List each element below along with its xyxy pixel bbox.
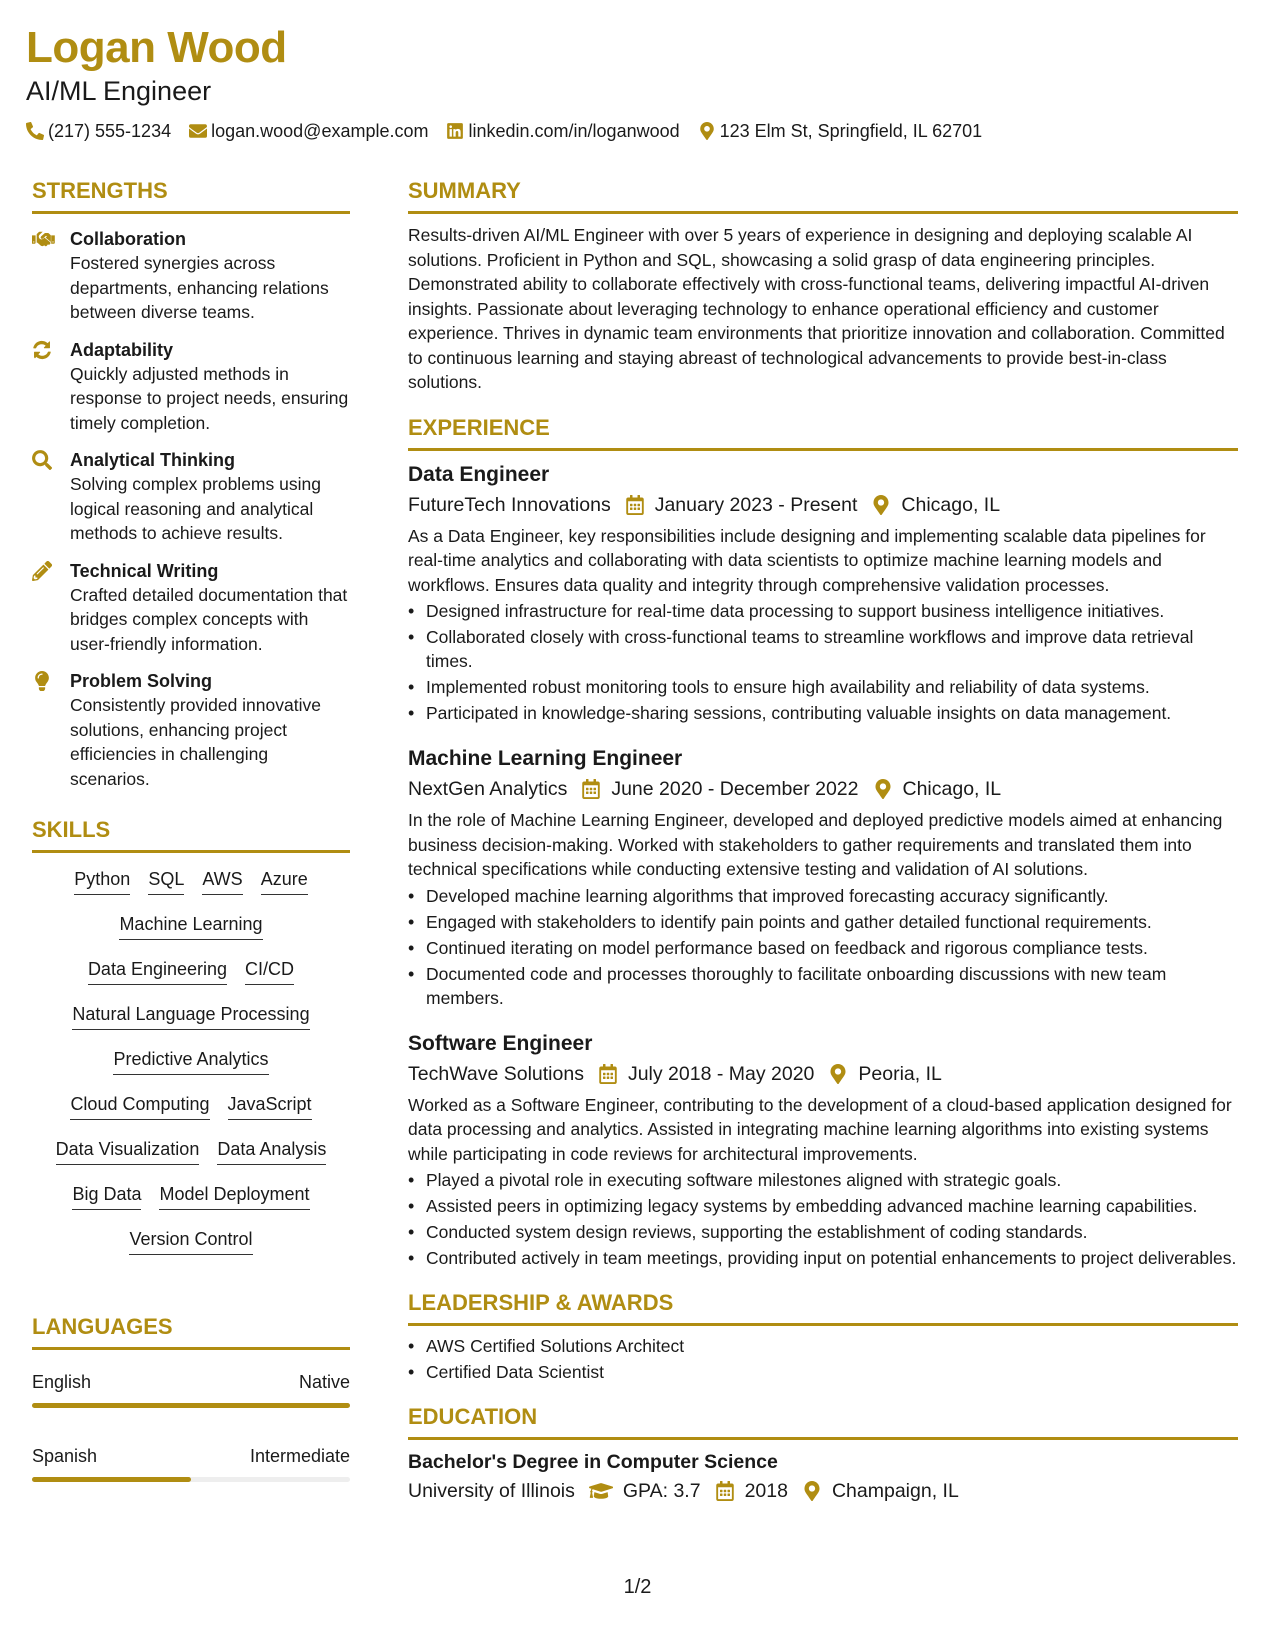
proficiency-fill: [32, 1477, 191, 1482]
skill-tag: Azure: [261, 867, 308, 895]
map-pin-icon: [828, 1064, 848, 1084]
job-location: Chicago, IL: [902, 778, 1002, 800]
skill-tag: Machine Learning: [119, 912, 262, 940]
award-item: • AWS Certified Solutions Architect: [408, 1334, 1238, 1358]
map-pin-icon: [802, 1481, 822, 1501]
candidate-title: AI/ML Engineer: [26, 76, 212, 106]
job-bullet: • Implemented robust monitoring tools to ensure high availability and reliability of data systems.: [408, 675, 1238, 699]
degree-title: Bachelor's Degree in Computer Science: [408, 1451, 778, 1473]
job-dates: June 2020 - December 2022: [611, 778, 859, 800]
calendar-icon: [598, 1064, 618, 1084]
skill-tag: Predictive Analytics: [113, 1047, 268, 1075]
grad-year: 2018: [744, 1480, 788, 1502]
education-section: [408, 1404, 1238, 1504]
strength-desc: Fostered synergies across departments, enhancing relations between diverse teams.: [70, 253, 329, 322]
job-title: Software Engineer: [408, 1031, 593, 1055]
map-pin-icon: [871, 495, 891, 515]
skills-section: [32, 817, 350, 1272]
phone-text: (217) 555-1234: [48, 121, 172, 141]
map-pin-icon: [698, 122, 716, 140]
map-pin-icon: [873, 779, 893, 799]
job-bullet: • Engaged with stakeholders to identify pain points and gather detailed functional requirements.: [408, 910, 1238, 934]
skill-tag: CI/CD: [245, 957, 294, 985]
language-item: [32, 1370, 350, 1408]
calendar-icon: [581, 779, 601, 799]
skill-tag: Python: [74, 867, 130, 895]
company-name: NextGen Analytics: [408, 778, 568, 800]
summary-section: [408, 178, 1238, 395]
linkedin-text: linkedin.com/in/loganwood: [468, 121, 680, 141]
job-title: Machine Learning Engineer: [408, 747, 683, 770]
experience-heading: EXPERIENCE: [408, 415, 1238, 451]
job-bullet: • Contributed actively in team meetings, providing input on potential enhancements to project deliverables.: [408, 1246, 1238, 1270]
strength-desc: Crafted detailed documentation that bridges complex concepts with user-friendly information.: [70, 584, 348, 654]
company-name: FutureTech Innovations: [408, 493, 611, 516]
languages-heading: LANGUAGES: [32, 1314, 350, 1350]
job-description: As a Data Engineer, key responsibilities include designing and implementing scalable data pipelines for real-time analytics and collaborating with data scientists to optimize machine learning models and workflows. Ensures data quality and integrity through comprehensive validation processes.: [408, 525, 1206, 595]
email-text: logan.wood@example.com: [211, 121, 429, 141]
skill-tag: Natural Language Processing: [72, 1002, 309, 1030]
skill-tag: Model Deployment: [159, 1182, 309, 1210]
award-item: • Certified Data Scientist: [408, 1360, 1238, 1384]
phone-icon: [26, 122, 44, 140]
skill-tag: Big Data: [72, 1182, 141, 1210]
job-bullet: • Assisted peers in optimizing legacy systems by embedding advanced machine learning capabilities.: [408, 1194, 1238, 1218]
proficiency-bar: [32, 1403, 350, 1408]
graduation-cap-icon: [589, 1481, 613, 1501]
job-bullet: • Played a pivotal role in executing software milestones aligned with strategic goals.: [408, 1168, 1238, 1192]
job-bullet: • Collaborated closely with cross-functional teams to streamline workflows and improve data retrieval times.: [408, 625, 1238, 673]
contact-email[interactable]: [189, 120, 428, 142]
envelope-icon: [189, 122, 207, 140]
strength-name: Analytical Thinking: [70, 450, 236, 470]
language-item: [32, 1444, 350, 1482]
strength-desc: Consistently provided innovative solutions, enhancing project efficiencies in challenging scenarios.: [70, 695, 321, 789]
language-level: Native: [298, 1372, 350, 1392]
edu-location: Champaign, IL: [831, 1480, 959, 1502]
strength-name: Collaboration: [70, 229, 186, 249]
language-name: Spanish: [32, 1446, 98, 1466]
proficiency-fill: [32, 1403, 350, 1408]
language-level: Intermediate: [249, 1446, 350, 1466]
job-bullet: • Continued iterating on model performance based on feedback and rigorous compliance tests.: [408, 936, 1238, 960]
strengths-section: [32, 178, 350, 791]
job-title: Data Engineer: [408, 462, 550, 486]
page-number: 1/2: [623, 1576, 652, 1598]
job-bullet: • Documented code and processes thoroughly to facilitate onboarding discussions with new team members.: [408, 962, 1238, 1010]
skills-heading: SKILLS: [32, 817, 350, 853]
job-description: In the role of Machine Learning Engineer, developed and deployed predictive models aimed at enhancing business decision-making. Worked with stakeholders to gather requirements and translated them into technical specifications while conducting extensive testing and validation of AI solutions.: [408, 810, 1223, 879]
strength-item: [32, 669, 350, 791]
contact-phone[interactable]: [26, 120, 171, 142]
skill-tag: Version Control: [129, 1227, 252, 1255]
summary-text: Results-driven AI/ML Engineer with over 5 years of experience in designing and deploying scalable AI solutions. Proficient in Python and SQL, showcasing a solid grasp of data engineering principles. Demonstrated ability to collaborate effectively with cross-functional teams, delivering impactful AI-driven insights. Passionate about leveraging technology to enhance operational efficiency and customer experience. Thrives in dynamic team environments that prioritize innovation and collaboration. Committed to continuous learning and staying abreast of technological advancements to provide best-in-class solutions.: [408, 225, 1225, 392]
job-bullet: • Participated in knowledge-sharing sessions, contributing valuable insights on data management.: [408, 701, 1238, 725]
left-column: [32, 178, 350, 1482]
job-bullet: • Designed infrastructure for real-time data processing to support business intelligence initiatives.: [408, 599, 1238, 623]
strengths-heading: STRENGTHS: [32, 178, 350, 214]
sync-icon: [32, 340, 52, 360]
skill-tag: JavaScript: [228, 1092, 312, 1120]
job-entry: [408, 461, 1238, 726]
strength-desc: Solving complex problems using logical reasoning and analytical methods to achieve results.: [70, 474, 321, 543]
skill-tag: Data Engineering: [88, 957, 227, 985]
skill-tag: Data Analysis: [217, 1137, 326, 1165]
contact-linkedin[interactable]: [446, 120, 679, 142]
pencil-icon: [32, 561, 52, 581]
skill-tag: AWS: [202, 867, 242, 895]
candidate-name: Logan Wood: [26, 23, 287, 72]
education-heading: EDUCATION: [408, 1404, 1238, 1440]
strength-desc: Quickly adjusted methods in response to project needs, ensuring timely completion.: [70, 363, 349, 433]
job-entry: [408, 745, 1238, 1010]
job-description: Worked as a Software Engineer, contributing to the development of a cloud-based application designed for data processing and analytics. Assisted in integrating machine learning algorithms into existing systems while participating in code reviews for architectural improvements.: [408, 1094, 1232, 1164]
handshake-icon: [32, 229, 56, 249]
strength-name: Technical Writing: [70, 560, 219, 581]
job-location: Chicago, IL: [901, 493, 1001, 516]
job-dates: July 2018 - May 2020: [627, 1062, 815, 1085]
strength-name: Problem Solving: [70, 671, 213, 691]
job-dates: January 2023 - Present: [654, 493, 858, 516]
job-location: Peoria, IL: [858, 1062, 942, 1085]
company-name: TechWave Solutions: [408, 1062, 584, 1085]
awards-section: [408, 1290, 1238, 1384]
search-icon: [32, 450, 52, 470]
strength-name: Adaptability: [70, 339, 174, 360]
job-entry: [408, 1030, 1238, 1271]
strength-item: [32, 338, 350, 436]
job-bullet: • Developed machine learning algorithms that improved forecasting accuracy significantly.: [408, 884, 1238, 908]
lightbulb-icon: [32, 671, 52, 691]
summary-heading: SUMMARY: [408, 178, 1238, 214]
skill-tag: Data Visualization: [56, 1137, 200, 1165]
strength-item: [32, 227, 350, 325]
skill-tag: SQL: [148, 867, 184, 895]
calendar-icon: [625, 495, 645, 515]
resume-header: [26, 22, 1246, 142]
awards-heading: LEADERSHIP & AWARDS: [408, 1290, 1238, 1326]
language-name: English: [32, 1372, 92, 1392]
skill-tag: Cloud Computing: [70, 1092, 209, 1120]
school-name: University of Illinois: [408, 1480, 575, 1502]
job-bullet: • Conducted system design reviews, supporting the establishment of coding standards.: [408, 1220, 1238, 1244]
languages-section: [32, 1314, 350, 1482]
strength-item: [32, 448, 350, 546]
contact-bar: [26, 120, 1246, 142]
right-column: [408, 178, 1238, 1504]
strength-item: [32, 559, 350, 657]
experience-section: [408, 415, 1238, 1271]
linkedin-icon: [446, 122, 464, 140]
calendar-icon: [715, 1481, 735, 1501]
gpa-text: GPA: 3.7: [622, 1480, 701, 1502]
proficiency-bar: [32, 1477, 350, 1482]
address-text: 123 Elm St, Springfield, IL 62701: [719, 121, 983, 141]
contact-address: [698, 120, 983, 142]
